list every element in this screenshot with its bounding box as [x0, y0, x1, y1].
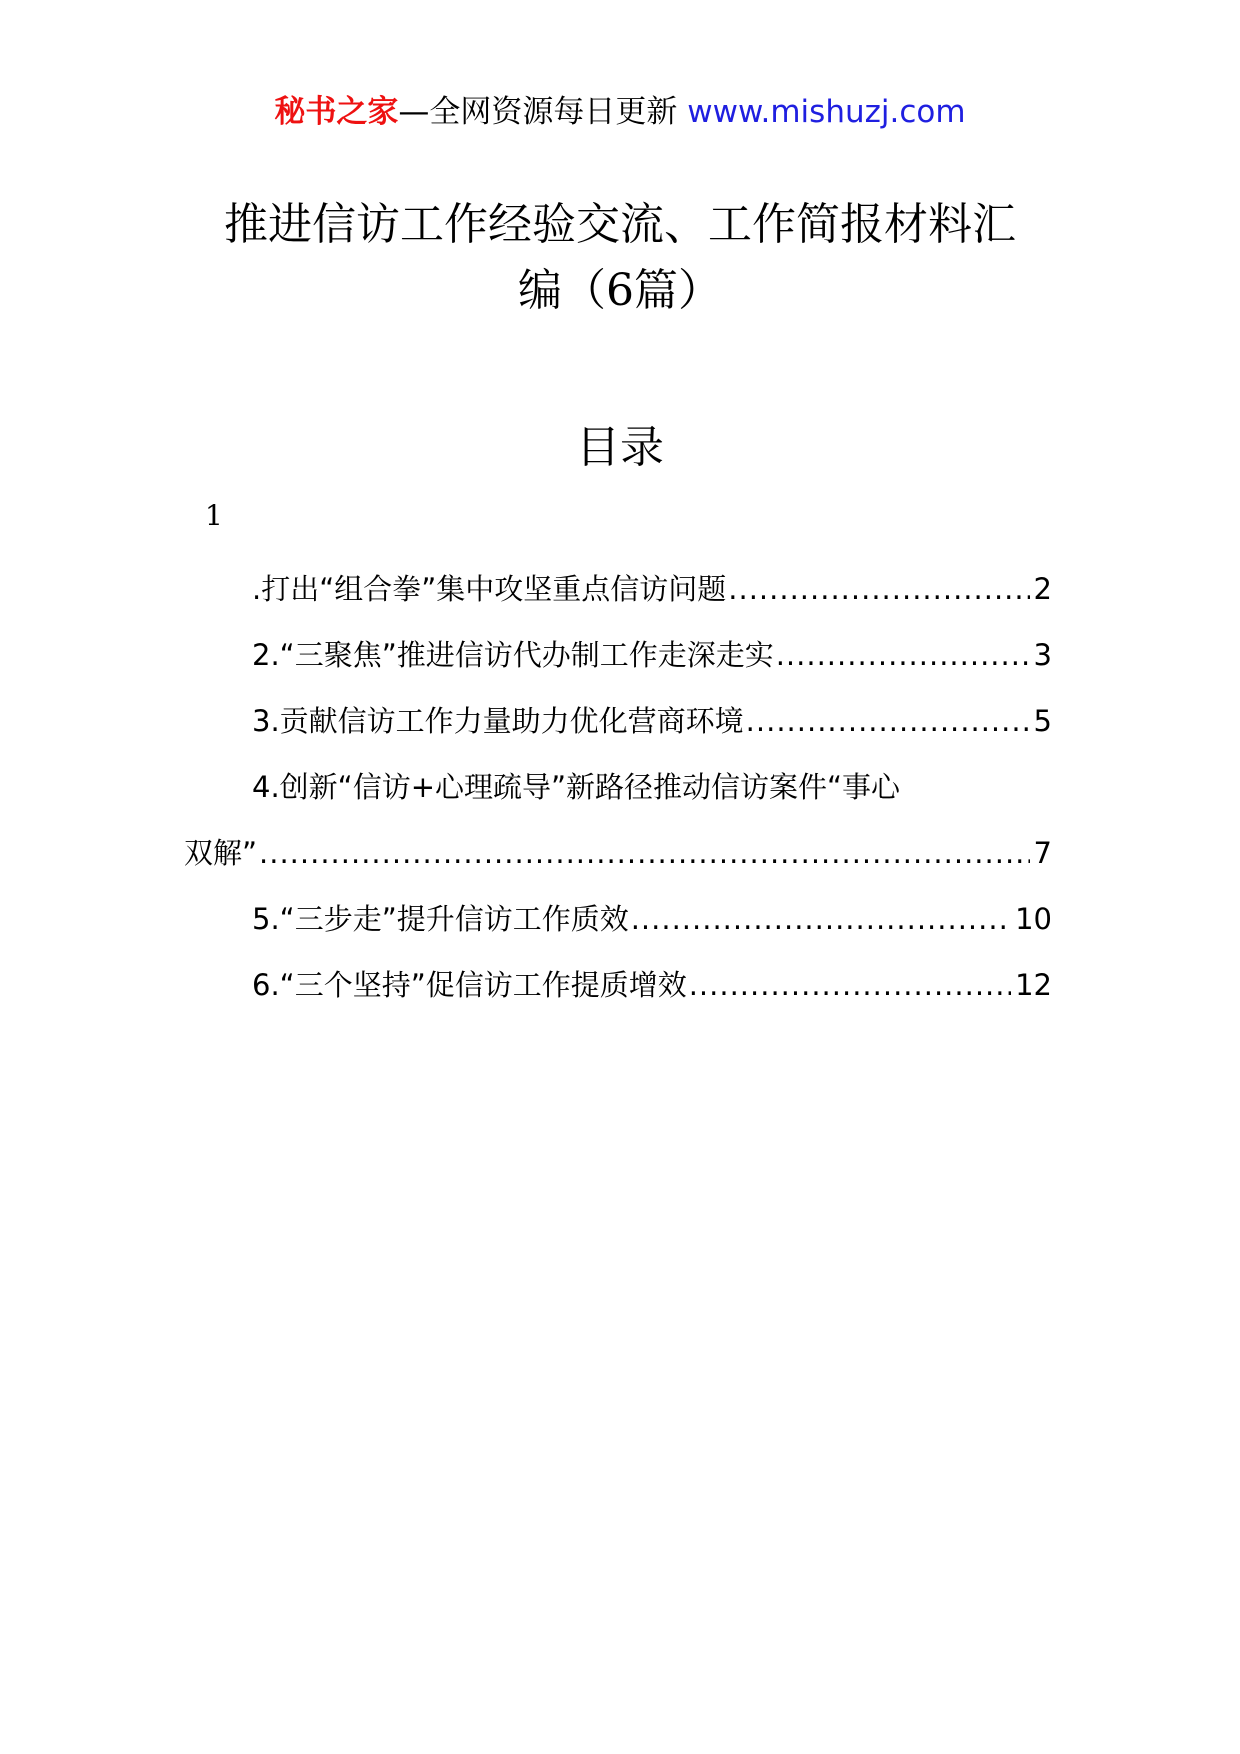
table-of-contents [184, 556, 1052, 1018]
site-header [0, 92, 1240, 132]
site-url-link[interactable]: www.mishuzj.com [687, 94, 966, 130]
toc-entry-3[interactable] [184, 688, 1052, 754]
toc-page-number: 7 [1033, 836, 1052, 870]
title-line-1: 推进信访工作经验交流、工作简报材料汇 [224, 199, 1016, 250]
toc-page-number: 2 [1033, 572, 1052, 606]
toc-entry-label: 6.“三个坚持”促信访工作提质增效 [252, 968, 687, 1002]
header-slogan: —全网资源每日更新 [398, 94, 678, 130]
toc-entry-label: 5.“三步走”提升信访工作质效 [252, 902, 629, 936]
toc-entry-6[interactable] [184, 952, 1052, 1018]
toc-heading: 目录 [576, 422, 664, 473]
toc-page-number: 5 [1033, 704, 1052, 738]
toc-page-number: 3 [1033, 638, 1052, 672]
title-line-2 [170, 258, 1070, 324]
toc-entry-label: 4.创新“信访+心理疏导”新路径推动信访案件“事心 [252, 770, 901, 804]
toc-entry-label: 2.“三聚焦”推进信访代办制工作走深走实 [252, 638, 774, 672]
toc-entry-4-continued[interactable] [184, 820, 1052, 886]
title-line-2-suffix: 篇） [634, 265, 722, 316]
brand-name: 秘书之家 [274, 94, 399, 130]
toc-page-number: 12 [1015, 968, 1052, 1002]
title-line-2-prefix: 编（ [518, 265, 606, 316]
dot-leader [689, 952, 1011, 1018]
toc-page-number: 10 [1015, 902, 1052, 936]
toc-entry-label: 3.贡献信访工作力量助力优化营商环境 [252, 704, 744, 738]
dot-leader [728, 556, 1029, 622]
toc-entry-5[interactable] [184, 886, 1052, 952]
dot-leader [746, 688, 1030, 754]
toc-entry-4[interactable] [184, 754, 1052, 820]
toc-entry-label-continued: 双解” [184, 836, 258, 870]
dot-leader [631, 886, 1011, 952]
dot-leader [776, 622, 1030, 688]
document-title [170, 192, 1070, 324]
toc-entry-1[interactable] [184, 556, 1052, 622]
dot-leader [259, 820, 1030, 886]
list-marker: 1 [205, 499, 223, 532]
toc-entry-2[interactable] [184, 622, 1052, 688]
title-count: 6 [606, 265, 634, 316]
toc-entry-label: .打出“组合拳”集中攻坚重点信访问题 [252, 572, 727, 606]
